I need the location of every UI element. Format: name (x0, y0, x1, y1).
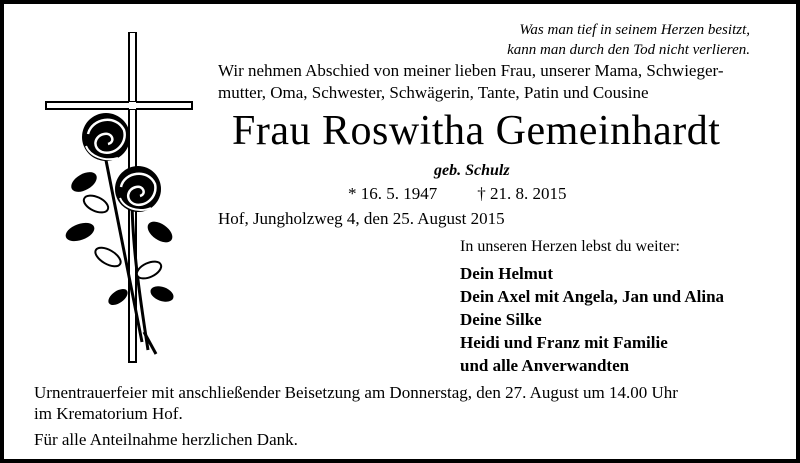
in-hearts-line: In unseren Herzen lebst du weiter: (460, 238, 680, 255)
ceremony-line-1: Urnentrauerfeier mit anschließender Beisetzung am Donnerstag, den 27. August um 14.00 Uhr (34, 383, 678, 402)
maiden-name: geb. Schulz (434, 162, 510, 179)
death-date: † 21. 8. 2015 (477, 184, 567, 203)
mourner-entry: Deine Silke (460, 310, 542, 329)
mourner-entry: Dein Axel mit Angela, Jan und Alina (460, 287, 725, 306)
place-and-date: Hof, Jungholzweg 4, den 25. August 2015 (218, 209, 505, 228)
deceased-name: Frau Roswitha Gemeinhardt (232, 108, 721, 154)
mourner-entry: Dein Helmut (460, 264, 554, 283)
intro-text (218, 60, 724, 104)
life-dates (348, 184, 567, 204)
cross-with-roses-icon (44, 32, 194, 367)
intro-line-2: mutter, Oma, Schwester, Schwägerin, Tante, Patin und Cousine (218, 83, 649, 102)
mourner-entry: und alle Anverwandten (460, 356, 630, 375)
mourner-entry: Heidi und Franz mit Familie (460, 333, 668, 352)
quote-line-2: kann man durch den Tod nicht verlieren. (507, 42, 750, 58)
mourners-list (460, 262, 724, 377)
ceremony-info (34, 382, 678, 424)
quote-line-1: Was man tief in seinem Herzen besitzt, (519, 22, 750, 38)
birth-date: * 16. 5. 1947 (348, 184, 438, 203)
intro-line-1: Wir nehmen Abschied von meiner lieben Frau, unserer Mama, Schwieger- (218, 61, 724, 80)
memorial-quote (507, 20, 750, 60)
thanks-line: Für alle Anteilnahme herzlichen Dank. (34, 430, 298, 449)
ceremony-line-2: im Krematorium Hof. (34, 404, 183, 423)
